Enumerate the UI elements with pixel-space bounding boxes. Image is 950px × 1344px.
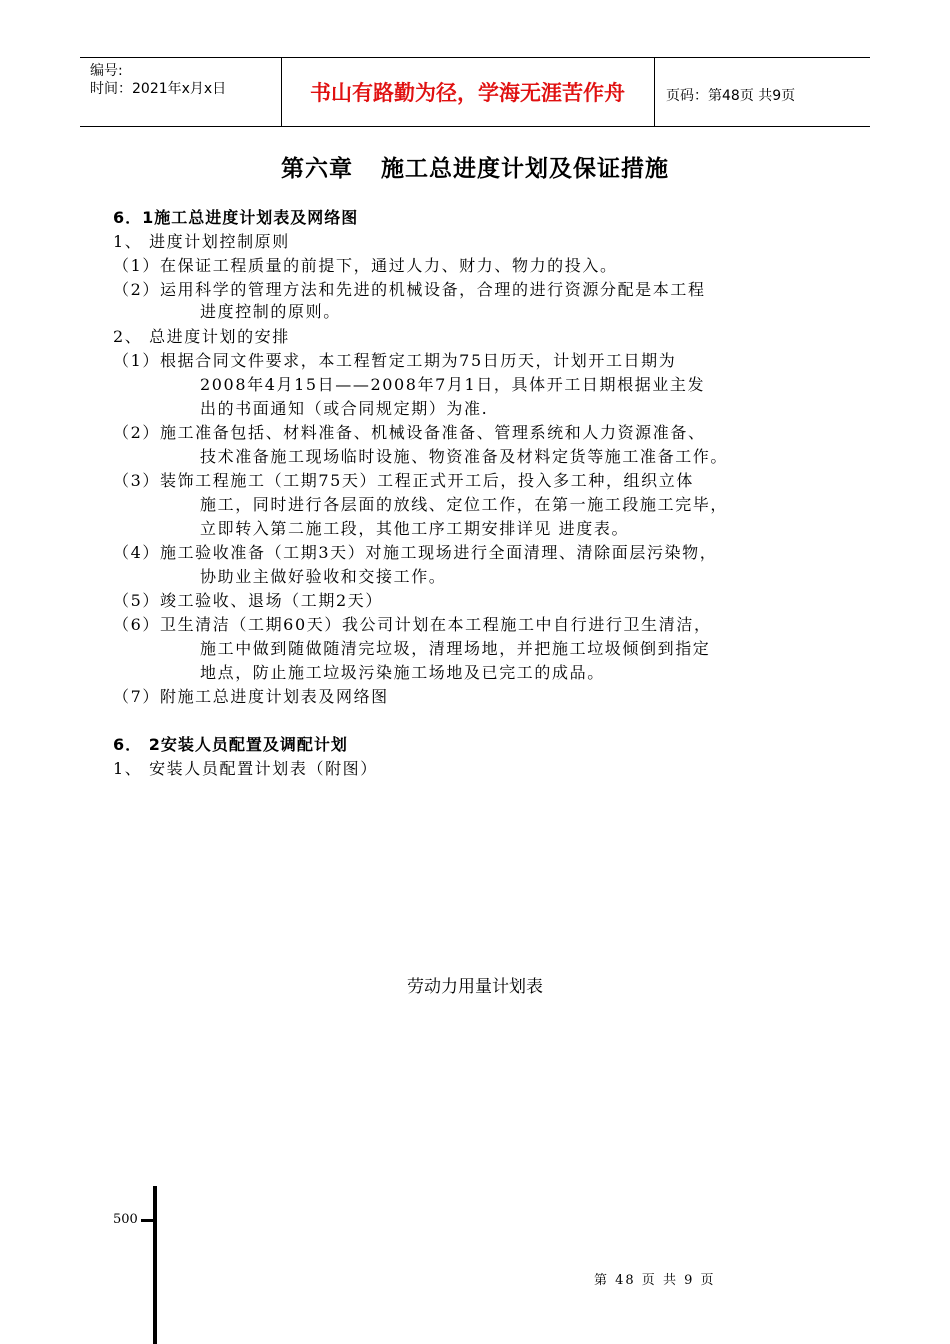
time-label: 时间：2021年x月x日: [90, 81, 227, 97]
text-line: 施工中做到随做随清完垃圾，清理场地，并把施工垃圾倾倒到指定: [200, 639, 711, 658]
chart-y-axis: [153, 1186, 157, 1344]
header-meta: [90, 62, 226, 98]
chapter-name: 施工总进度计划及保证措施: [381, 155, 669, 182]
text-line: （4）施工验收准备（工期3天）对施工现场进行全面清理、清除面层污染物，: [113, 543, 718, 562]
section-heading: 6． 2安装人员配置及调配计划: [113, 735, 348, 754]
text-line: 技术准备施工现场临时设施、物资准备及材料定货等施工准备工作。: [200, 447, 729, 466]
header-divider: [654, 58, 655, 126]
text-line: （5）竣工验收、退场（工期2天）: [113, 591, 383, 610]
text-line: （1）根据合同文件要求，本工程暂定工期为75日历天，计划开工日期为: [113, 351, 677, 370]
header-page-label: 页码：第48页 共9页: [666, 88, 796, 104]
chart-y-tick-label: 500: [113, 1212, 138, 1227]
chapter-number: 第六章: [281, 155, 353, 182]
text-line: （7）附施工总进度计划表及网络图: [113, 687, 389, 706]
text-line: 2、 总进度计划的安排: [113, 327, 290, 346]
text-line: 协助业主做好验收和交接工作。: [200, 567, 447, 586]
text-line: （3）装饰工程施工（工期75天）工程正式开工后，投入多工种，组织立体: [113, 471, 694, 490]
header-table: [80, 57, 870, 127]
text-line: 出的书面通知（或合同规定期）为准.: [200, 399, 489, 418]
footer-page-number: 第 48 页 共 9 页: [594, 1273, 716, 1288]
text-line: 地点，防止施工垃圾污染施工场地及已完工的成品。: [200, 663, 605, 682]
chart-y-tick: [141, 1219, 154, 1222]
text-line: 施工，同时进行各层面的放线、定位工作，在第一施工段施工完毕，: [200, 495, 729, 514]
header-motto: 书山有路勤为径，学海无涯苦作舟: [310, 81, 625, 105]
text-line: （2）运用科学的管理方法和先进的机械设备，合理的进行资源分配是本工程: [113, 280, 706, 299]
chapter-title: [0, 150, 950, 183]
chart-title: 劳动力用量计划表: [407, 977, 543, 997]
number-label: 编号:: [90, 63, 123, 79]
text-line: 1、 安装人员配置计划表（附图）: [113, 759, 378, 778]
text-line: （6）卫生清洁（工期60天）我公司计划在本工程施工中自行进行卫生清洁，: [113, 615, 712, 634]
text-line: 立即转入第二施工段，其他工序工期安排详见 进度表。: [200, 519, 630, 538]
text-line: （2）施工准备包括、材料准备、机械设备准备、管理系统和人力资源准备、: [113, 423, 706, 442]
text-line: （1）在保证工程质量的前提下，通过人力、财力、物力的投入。: [113, 256, 618, 275]
text-line: 1、 进度计划控制原则: [113, 232, 290, 251]
text-line: 进度控制的原则。: [200, 302, 341, 321]
text-line: 2008年4月15日——2008年7月1日，具体开工日期根据业主发: [200, 375, 706, 394]
section-heading: 6．1施工总进度计划表及网络图: [113, 208, 359, 227]
